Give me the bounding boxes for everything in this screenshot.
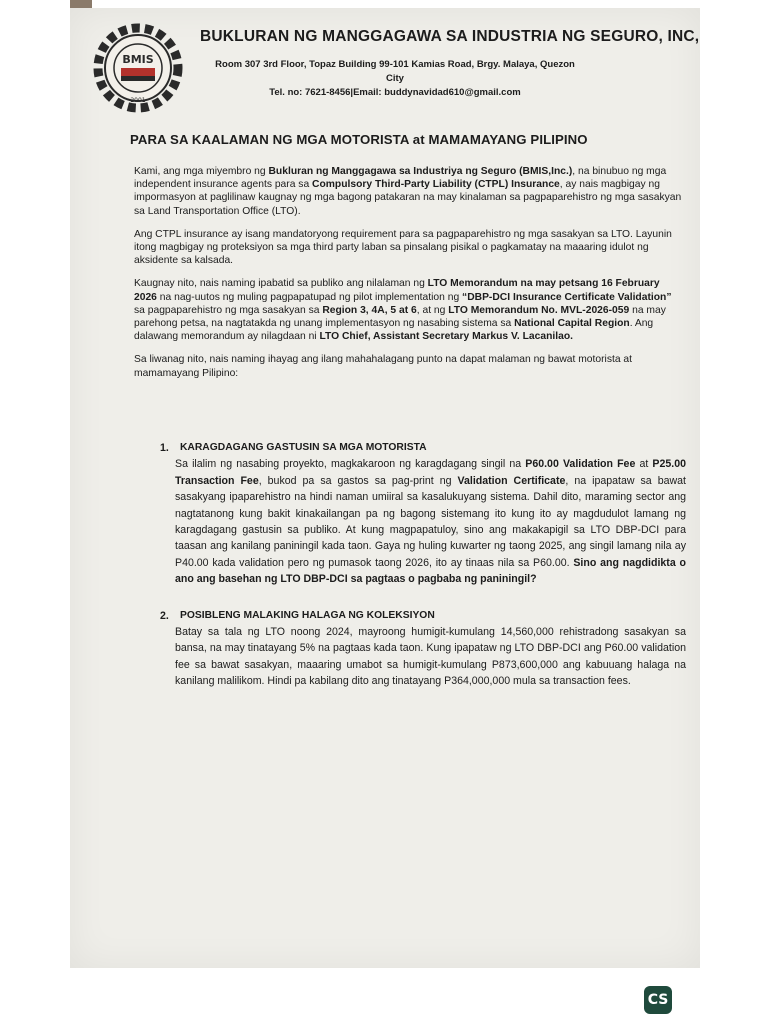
document-title: PARA SA KAALAMAN NG MGA MOTORISTA at MAMAMAYANG PILIPINO <box>130 132 588 147</box>
svg-text:BMIS: BMIS <box>122 53 154 66</box>
points-list <box>160 440 686 710</box>
document-body <box>134 165 682 390</box>
item-body: Sa ilalim ng nasabing proyekto, magkakaroon ng karagdagang singil na P60.00 Validation Fee at P25.00 Transaction Fee, bukod pa sa gastos sa pag-print ng Validation Certificate, na ipapataw sa bawat sasakyang ipaparehistro na hindi naman umiiral sa kasalukuyang sistema. Dahil dito, maraming sector ang nagtatanong kung bakit kinakailangan pa ng bagong sistemang ito kung ito ay magdudulot lamang ng karagdagang gastusin sa publiko. At kung magpapatuloy, sino ang makakapigil sa LTO DBP-DCI para taasan ang kanilang paniningil kada taon. Gaya ng huling kuwarter ng taong 2025, ang singil lamang nila ay P40.00 kada validation pero ng pumasok taong 2026, ito ay tinaas nila sa P60.00. Sino ang nagdidikta o ano ang basehan ng LTO DBP-DCI sa pagtaas o pagbaba ng paniningil? <box>175 458 686 586</box>
svg-text:2001: 2001 <box>130 97 146 104</box>
paragraph-memorandum: Kaugnay nito, nais naming ipabatid sa publiko ang nilalaman ng LTO Memorandum na may petsang 16 February 2026 na nag-uutos ng muling pagpapatupad ng pilot implementation ng “DBP-DCI Insurance Certificate Validation” sa pagpaparehistro ng mga sasakyan sa Region 3, 4A, 5 at 6, at ng LTO Memorandum No. MVL-2026-059 na may parehong petsa, na nagtatakda ng unang implementasyon ng nasabing sistema sa National Capital Region. Ang dalawang memorandum ay nilagdaan ni LTO Chief, Assistant Secretary Markus V. Lacanilao. <box>134 278 672 343</box>
org-contact: Tel. no: 7621-8456|Email: buddynavidad610@gmail.com <box>269 87 521 98</box>
letterhead <box>200 28 700 100</box>
item-heading: KARAGDAGANG GASTUSIN SA MGA MOTORISTA <box>180 442 427 453</box>
paragraph-ctpl: Ang CTPL insurance ay isang mandatoryong requirement para sa pagpaparehistro ng mga sasakyan sa LTO. Layunin itong magbigay ng proteksiyon sa mga third party laban sa pinsalang pisikal o pagkamatay na maaaring idulot ng aksidente sa kalsada. <box>134 228 672 267</box>
list-item <box>160 440 686 588</box>
item-heading: POSIBLENG MALAKING HALAGA NG KOLEKSIYON <box>180 609 435 621</box>
bmis-logo <box>88 18 188 118</box>
item-number: 2. <box>160 609 169 622</box>
item-number: 1. <box>160 442 169 454</box>
camscanner-badge: CS <box>644 986 672 1014</box>
org-address: Room 307 3rd Floor, Topaz Building 99-101 Kamias Road, Brgy. Malaya, Quezon City <box>215 59 575 84</box>
paragraph-points-intro: Sa liwanag nito, nais naming ihayag ang ilang mahahalagang punto na dapat malaman ng bawat motorista at mamamayang Pilipino: <box>134 354 633 379</box>
list-item <box>160 608 686 690</box>
item-body: Batay sa tala ng LTO noong 2024, mayroong humigit-kumulang 14,560,000 rehistradong sasakyan sa bansa, na may tinatayang 5% na pagtaas kada taon. Kung ipapataw ng LTO DBP-DCI ang P60.00 validation fee sa bawat sasakyan, maaaring umabot sa humigit-kumulang P873,600,000 ang kabuuang halaga na kanilang malilikom. Hindi pa kabilang dito ang tinatayang P364,000,000 mula sa transaction fees. <box>175 626 686 688</box>
paragraph-intro: Kami, ang mga miyembro ng Bukluran ng Manggagawa sa Industriya ng Seguro (BMIS,Inc.), na binubuo ng mga independent insurance agents para sa Compulsory Third-Party Liability (CTPL) Insurance, ay nais magbigay ng impormasyon at paglilinaw kaugnay ng mga bagong patakaran na may kinalaman sa pagpaparehistro ng mga sasakyan sa Land Transportation Office (LTO). <box>134 166 682 217</box>
org-name: BUKLURAN NG MANGGAGAWA SA INDUSTRIA NG SEGURO, INC, <box>200 28 700 45</box>
